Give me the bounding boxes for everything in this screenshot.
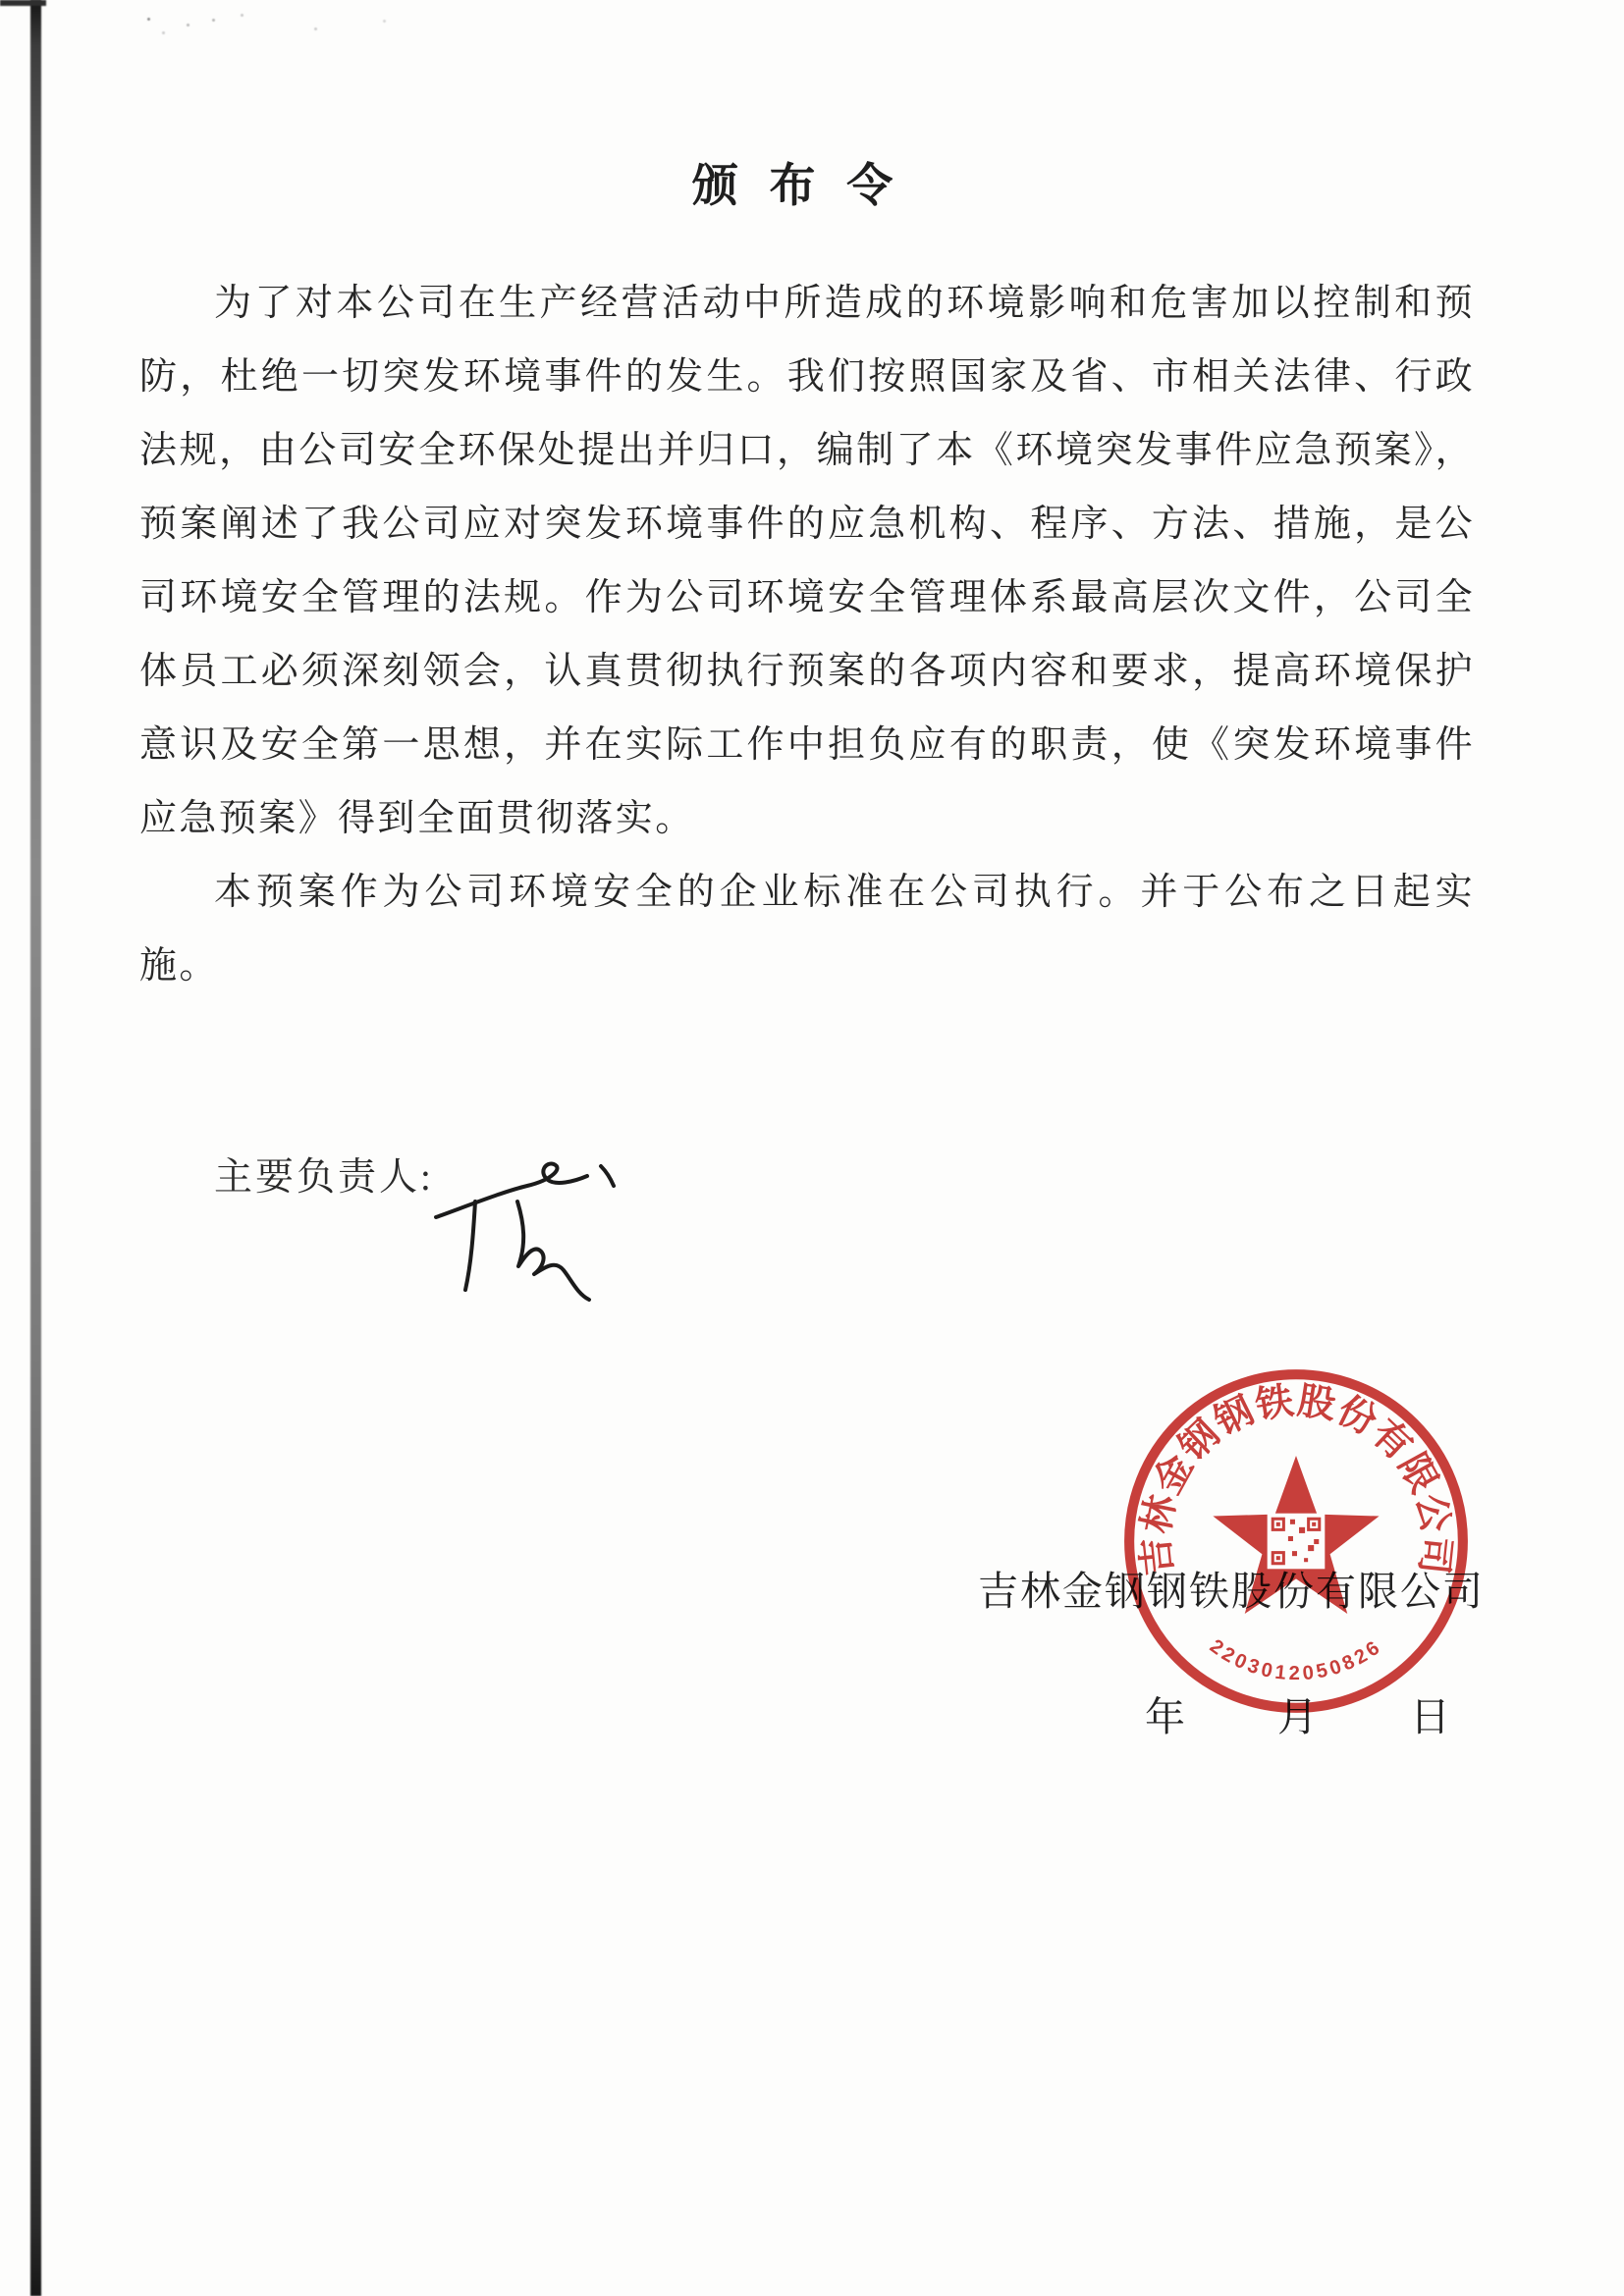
document-title: 颁 布 令	[691, 161, 903, 212]
company-seal	[1117, 1362, 1475, 1720]
scan-corner-artifact	[0, 0, 46, 6]
responsible-person-label: 主要负责人:	[214, 1156, 434, 1199]
date-line: 年 月 日	[1145, 1694, 1454, 1739]
qr-code-icon	[1268, 1514, 1326, 1570]
scan-edge-artifact	[30, 0, 41, 2296]
seal-circular-text: 吉林金钢钢铁股份有限公司	[1135, 1380, 1457, 1577]
company-name: 吉林金钢钢铁股份有限公司	[978, 1569, 1485, 1614]
document-body	[139, 267, 1475, 1003]
signature-handwriting	[424, 1150, 640, 1317]
scan-speckles	[147, 18, 150, 21]
seal-code: 2203012050826	[1205, 1635, 1387, 1685]
body-paragraph: 本预案作为公司环境安全的企业标准在公司执行。并于公布之日起实施。	[139, 872, 1475, 987]
body-paragraph: 为了对本公司在生产经营活动中所造成的环境影响和危害加以控制和预防，杜绝一切突发环境事件的发生。我们按照国家及省、市相关法律、行政法规，由公司安全环保处提出并归口，编制了本《环境突发事件应急预案》，预案阐述了我公司应对突发环境事件的应急机构、程序、方法、措施，是公司环境安全管理的法规。作为公司环境安全管理体系最高层次文件，公司全体员工必须深刻领会，认真贯彻执行预案的各项内容和要求，提高环境保护意识及安全第一思想，并在实际工作中担负应有的职责，使《突发环境事件应急预案》得到全面贯彻落实。	[139, 283, 1475, 839]
